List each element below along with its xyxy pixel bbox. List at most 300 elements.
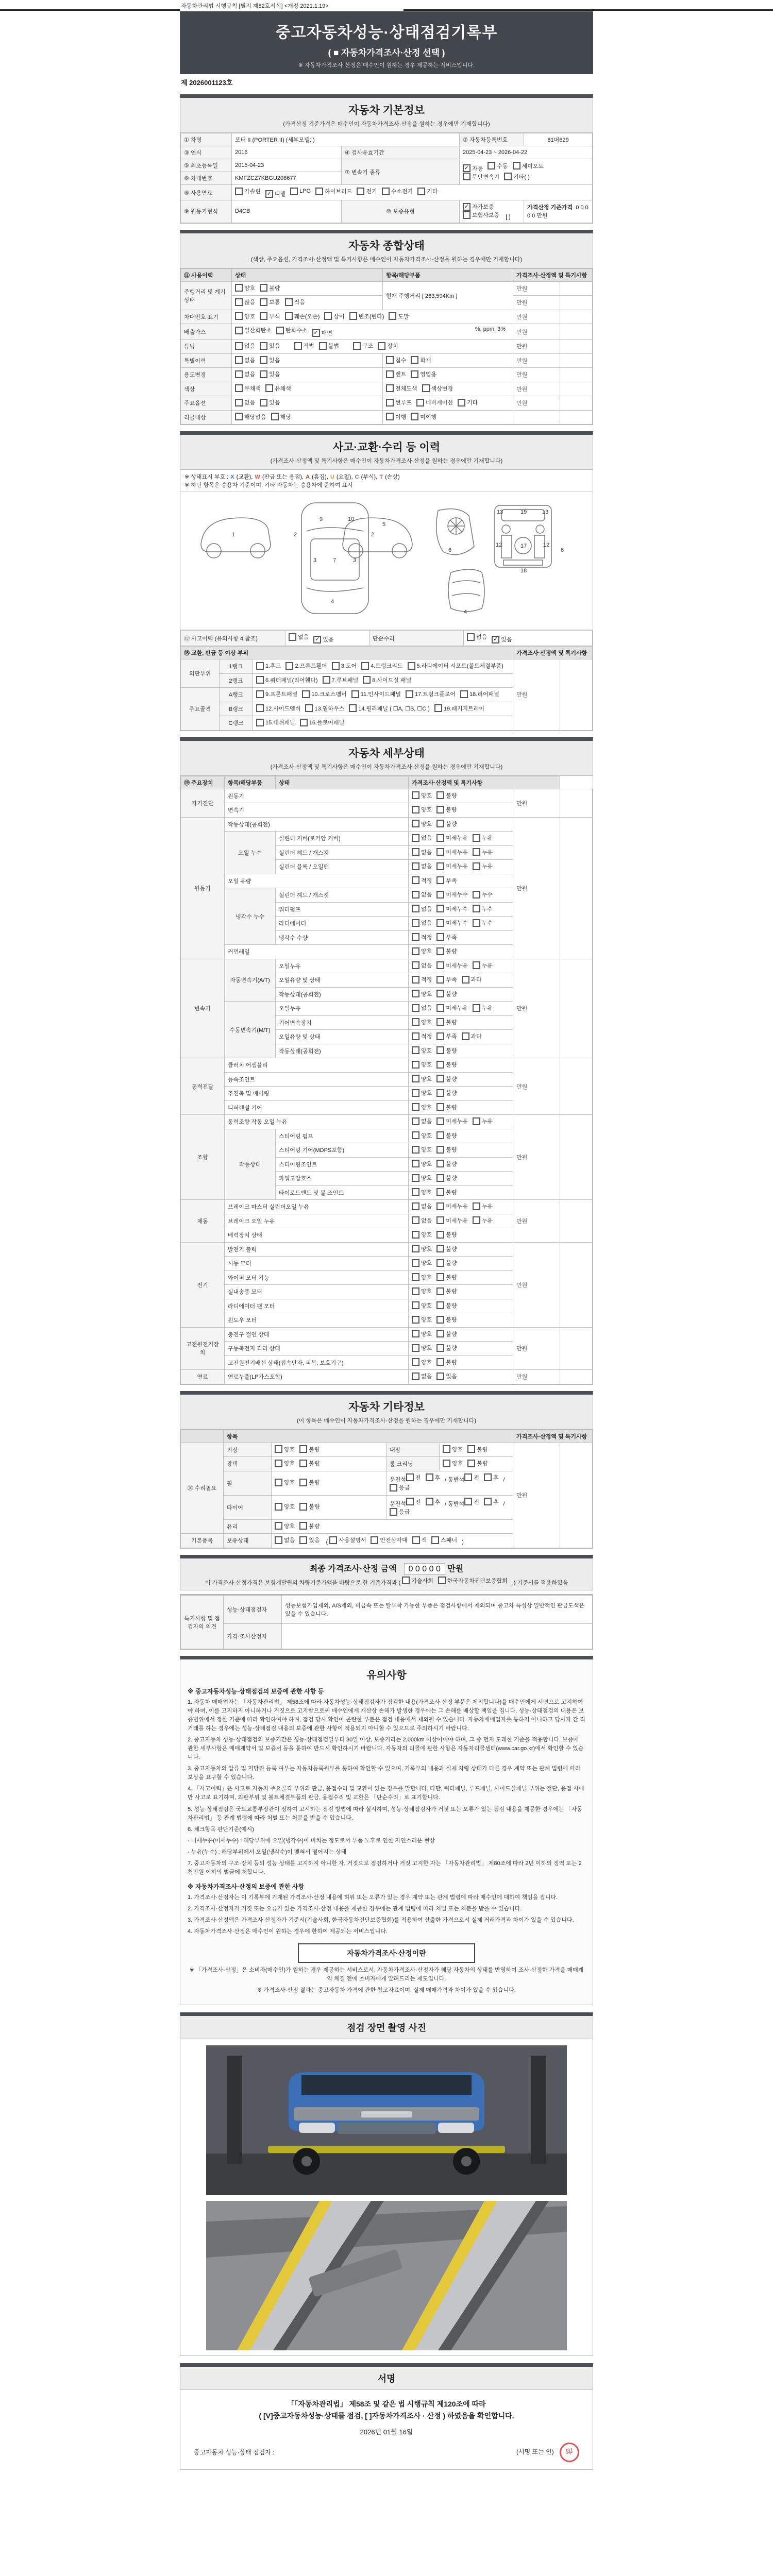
checkbox-label: 기타( ) <box>513 174 530 180</box>
checkbox[interactable] <box>412 1145 432 1154</box>
checkbox[interactable] <box>412 1344 432 1352</box>
checkbox[interactable] <box>260 284 280 292</box>
parts-price: 만원 <box>513 659 560 731</box>
checkbox[interactable] <box>363 676 411 684</box>
checkbox[interactable] <box>382 187 413 195</box>
checkbox[interactable] <box>299 1536 320 1544</box>
checkbox[interactable] <box>299 1445 320 1453</box>
checkbox[interactable] <box>412 1216 432 1225</box>
detail-state-cell <box>409 1370 513 1384</box>
checkbox[interactable] <box>260 370 280 378</box>
checkbox[interactable] <box>406 690 456 698</box>
checkbox-label: 16.플로어패널 <box>309 720 345 726</box>
checkbox[interactable] <box>235 187 261 195</box>
checkbox[interactable] <box>408 662 503 670</box>
checkbox[interactable] <box>412 990 432 998</box>
checkbox-label: 불량 <box>446 807 457 813</box>
detail-state-cell <box>409 902 513 917</box>
checkbox[interactable] <box>464 1498 479 1506</box>
checkbox[interactable] <box>412 820 432 828</box>
checkbox-label: 적음 <box>294 299 305 306</box>
checkbox[interactable] <box>458 398 478 406</box>
checkbox[interactable] <box>412 805 432 814</box>
checkbox[interactable] <box>436 1188 457 1196</box>
checkbox-label: 양호 <box>421 1331 432 1337</box>
checkbox[interactable] <box>276 326 308 334</box>
checkbox[interactable] <box>443 1459 463 1467</box>
checkbox[interactable] <box>412 1287 432 1295</box>
checkbox[interactable] <box>275 1522 295 1530</box>
checkbox[interactable] <box>436 947 457 955</box>
checkbox-label: 전 <box>415 1475 421 1481</box>
checkbox[interactable] <box>351 690 401 698</box>
checkbox-label: 과다 <box>470 977 482 983</box>
detail-item-label: 워터펌프 <box>276 902 409 917</box>
checkbox[interactable] <box>436 1301 457 1310</box>
checkbox-label: 불량 <box>477 1446 488 1453</box>
checkbox-label: 사용설명서 <box>339 1537 366 1544</box>
checkbox[interactable] <box>443 1445 463 1453</box>
detail-item-label: 발전기 출력 <box>225 1242 409 1257</box>
detail-subgroup-label: 냉각수 누수 <box>225 888 276 945</box>
checkbox[interactable] <box>412 1202 432 1210</box>
checkbox[interactable] <box>473 890 493 899</box>
checkbox[interactable]: ✓ 있음 <box>492 635 512 643</box>
checkbox[interactable] <box>412 1117 432 1125</box>
checkbox[interactable] <box>473 1216 493 1225</box>
checkbox[interactable] <box>412 834 432 842</box>
checkbox[interactable] <box>256 676 318 684</box>
checkbox[interactable] <box>329 1536 366 1544</box>
checkbox[interactable] <box>436 1103 457 1111</box>
checkbox[interactable] <box>265 384 291 393</box>
checkbox[interactable] <box>467 1459 488 1467</box>
detail-item-label: 작동상태(공회전) <box>276 987 409 1002</box>
checkbox[interactable] <box>412 1046 432 1055</box>
checkbox[interactable]: ✓ 자가보증 <box>463 202 494 211</box>
checkbox[interactable] <box>390 1507 410 1516</box>
checkbox[interactable] <box>436 834 468 842</box>
checkbox[interactable] <box>436 961 468 970</box>
checkbox[interactable] <box>473 862 493 870</box>
checkbox[interactable] <box>436 1046 457 1055</box>
checkbox[interactable] <box>412 933 432 941</box>
checkbox-label: 색상변경 <box>431 385 453 392</box>
checkbox-label: 양호 <box>421 807 432 813</box>
checkbox[interactable] <box>431 1536 457 1544</box>
checkbox[interactable] <box>436 1032 457 1040</box>
checkbox[interactable] <box>412 1372 432 1380</box>
checkbox[interactable] <box>436 1117 468 1125</box>
checkbox-label: 양호 <box>421 1147 432 1153</box>
checkbox[interactable] <box>260 312 280 320</box>
polish-label: 광택 <box>224 1457 272 1471</box>
checkbox[interactable] <box>438 1577 508 1585</box>
checkbox[interactable] <box>412 876 432 885</box>
opinion-table <box>180 1595 593 1649</box>
checkbox[interactable] <box>260 356 280 364</box>
checkbox[interactable] <box>411 413 436 421</box>
svg-text:12: 12 <box>543 542 550 548</box>
checkbox[interactable] <box>463 211 499 219</box>
section-detail-state <box>180 737 593 1385</box>
warranty-label: ⑩ 보증유형 <box>342 200 460 223</box>
checkbox[interactable] <box>302 690 346 698</box>
checkbox[interactable] <box>412 1004 432 1012</box>
checkbox[interactable] <box>315 187 352 195</box>
checkbox[interactable] <box>473 848 493 856</box>
checkbox[interactable] <box>256 662 281 670</box>
checkbox[interactable] <box>353 342 373 350</box>
checkbox[interactable] <box>426 1473 441 1482</box>
checkbox[interactable] <box>436 791 457 800</box>
checkbox[interactable] <box>436 1230 457 1239</box>
checkbox[interactable]: ✓ 있음 <box>313 635 333 643</box>
checkbox[interactable] <box>436 1315 457 1324</box>
checkbox[interactable] <box>422 384 453 393</box>
checkbox[interactable] <box>436 1202 468 1210</box>
checkbox[interactable] <box>324 312 344 320</box>
checkbox[interactable] <box>235 298 255 306</box>
checkbox[interactable] <box>386 398 412 406</box>
checkbox[interactable] <box>371 1536 407 1544</box>
checkbox[interactable]: ✓ 매연 <box>312 329 332 337</box>
checkbox[interactable] <box>412 1245 432 1253</box>
checkbox[interactable] <box>323 676 359 684</box>
svg-text:18: 18 <box>520 568 527 574</box>
overall-row-label: 특별이력 <box>181 353 232 368</box>
checkbox[interactable] <box>473 919 493 927</box>
checkbox[interactable] <box>406 1498 421 1506</box>
checkbox[interactable] <box>467 1445 488 1453</box>
checkbox-label: 불량 <box>446 1331 457 1337</box>
checkbox[interactable] <box>386 356 406 364</box>
checkbox[interactable] <box>484 1473 499 1482</box>
detail-item-label: 오일누유 <box>276 1002 409 1016</box>
checkbox-label: 없음 <box>284 1537 295 1544</box>
checkbox[interactable] <box>417 187 438 195</box>
checkbox[interactable] <box>412 791 432 800</box>
checkbox[interactable] <box>378 342 398 350</box>
checkbox[interactable] <box>412 1160 432 1168</box>
checkbox[interactable] <box>416 398 453 406</box>
checkbox[interactable] <box>411 370 436 378</box>
checkbox[interactable] <box>473 1004 493 1012</box>
checkbox[interactable] <box>436 890 468 899</box>
checkbox[interactable] <box>436 933 457 941</box>
checkbox[interactable] <box>412 1018 432 1026</box>
inspection-photo-2 <box>206 2201 567 2350</box>
checkbox[interactable] <box>412 1103 432 1111</box>
room-label: 룸 크리닝 <box>386 1457 440 1471</box>
checkbox[interactable] <box>436 990 457 998</box>
checkbox[interactable] <box>460 690 499 698</box>
checkbox[interactable] <box>275 1445 295 1453</box>
svg-text:1: 1 <box>232 532 236 538</box>
overall-header: ⑪ 사용이력 <box>181 268 232 281</box>
checkbox[interactable] <box>319 342 339 350</box>
checkbox[interactable] <box>436 1245 457 1253</box>
parts-group-label: 주요골격 <box>181 688 220 731</box>
checkbox[interactable] <box>436 1004 468 1012</box>
checkbox[interactable] <box>411 356 431 364</box>
notice-item: 4. 「사고이력」은 사고로 자동차 주요골격 부위의 판금, 용접수리 및 교환이 있는 경우를 말합니다. 다만, 쿼터패널, 루프패널, 사이드실패널 부위는 절단, 용접 시에만 사고로 표기하며, 외판부위 및 볼트체결부품의 판금, 용접수리 및 교환은 「단순수리」로 표기합니다. <box>188 1786 584 1801</box>
checkbox[interactable] <box>235 312 255 320</box>
checkbox[interactable] <box>412 1089 432 1097</box>
checkbox[interactable] <box>473 905 493 913</box>
checkbox-label: 불량 <box>446 1359 457 1366</box>
detail-spec-cell <box>560 1115 593 1200</box>
final-price-note-post: ) 기준서를 적용하였음 <box>513 1580 568 1586</box>
checkbox[interactable] <box>412 961 432 970</box>
detail-item-label: 등속조인트 <box>225 1072 409 1087</box>
checkbox[interactable] <box>260 298 280 306</box>
checkbox-label: 17.트렁크플로어 <box>414 691 456 698</box>
checkbox[interactable] <box>285 662 327 670</box>
overall-item-cell <box>383 410 513 425</box>
checkbox[interactable] <box>473 1202 493 1210</box>
detail-price-cell: 만원 <box>513 1115 560 1200</box>
checkbox[interactable] <box>271 413 291 421</box>
checkbox[interactable] <box>289 633 309 641</box>
checkbox[interactable] <box>332 662 357 670</box>
detail-item-label: 구동축전지 격리 상태 <box>225 1342 409 1356</box>
overall-row-label: 차대번호 표기 <box>181 310 232 324</box>
checkbox-label: 무채색 <box>244 385 261 392</box>
checkbox[interactable] <box>412 1060 432 1069</box>
checkbox[interactable] <box>390 1483 410 1492</box>
fuel-label: ⑧ 사용연료 <box>181 185 232 200</box>
checkbox[interactable] <box>436 1131 457 1140</box>
etc-header-group <box>181 1430 224 1443</box>
checkbox[interactable] <box>436 1259 457 1267</box>
detail-item-label: 냉각수 수량 <box>276 930 409 945</box>
notice-sub1: ※ 중고자동차성능·상태점검의 보증에 관한 사항 등 <box>188 1688 324 1695</box>
checkbox[interactable] <box>436 876 457 885</box>
inspector-label: 성능·상태점검자 <box>224 1596 282 1624</box>
checkbox-label: 응급 <box>399 1509 410 1515</box>
checkbox-label: 상이 <box>333 313 345 320</box>
status-code-legend <box>180 470 593 492</box>
checkbox[interactable] <box>386 413 406 421</box>
checkbox[interactable] <box>300 718 344 726</box>
checkbox[interactable] <box>412 1259 432 1267</box>
checkbox[interactable] <box>412 905 432 913</box>
checkbox[interactable] <box>436 1330 457 1338</box>
detail-item-label: 실린더 헤드 / 개스킷 <box>276 845 409 860</box>
checkbox[interactable] <box>436 1372 457 1380</box>
checkbox[interactable] <box>412 1358 432 1366</box>
section-notice <box>180 1656 593 2005</box>
checkbox[interactable] <box>436 905 468 913</box>
checkbox-label: 적정 <box>421 934 432 941</box>
checkbox-label: 기타 <box>427 189 438 195</box>
checkbox[interactable] <box>467 633 487 641</box>
checkbox[interactable] <box>386 384 417 393</box>
checkbox[interactable] <box>412 919 432 927</box>
sign-date: 2026년 01월 16일 <box>360 2428 413 2436</box>
checkbox[interactable] <box>235 413 266 421</box>
checkbox[interactable] <box>406 1473 421 1482</box>
checkbox[interactable] <box>412 1032 432 1040</box>
checkbox[interactable] <box>361 662 402 670</box>
checkbox[interactable] <box>436 1344 457 1352</box>
wheel-position-options: 운전석 전 후 / 동반석 전 후 / 응급 <box>386 1471 513 1495</box>
checkbox[interactable] <box>235 384 261 393</box>
checkbox[interactable] <box>235 398 255 406</box>
checkbox[interactable] <box>412 1188 432 1196</box>
checkbox[interactable] <box>299 1502 320 1511</box>
checkbox[interactable] <box>436 975 457 984</box>
checkbox[interactable] <box>436 1145 457 1154</box>
checkbox[interactable] <box>412 1174 432 1182</box>
checkbox[interactable] <box>260 398 280 406</box>
detail-group-label: 변속기 <box>181 959 225 1058</box>
checkbox[interactable] <box>305 704 344 713</box>
checkbox[interactable] <box>436 1089 457 1097</box>
checkbox-label: 부식 <box>269 313 280 320</box>
checkbox[interactable] <box>436 805 457 814</box>
checkbox[interactable] <box>275 1478 295 1486</box>
checkbox[interactable] <box>260 342 280 350</box>
checkbox-label: 없음 <box>421 1217 432 1224</box>
checkbox[interactable] <box>488 162 508 170</box>
checkbox[interactable] <box>436 1358 457 1366</box>
status-code: T <box>379 474 383 480</box>
checkbox[interactable] <box>412 975 432 984</box>
wheel-label: 휠 <box>224 1471 272 1495</box>
ext-options <box>272 1443 386 1457</box>
checkbox[interactable] <box>462 975 482 984</box>
checkbox[interactable] <box>473 834 493 842</box>
checkbox[interactable] <box>275 1536 295 1544</box>
checkbox[interactable] <box>235 342 255 350</box>
detail-item-label: 와이퍼 모터 기능 <box>225 1270 409 1285</box>
detail-subgroup-label: 작동상태 <box>225 1129 276 1200</box>
checkbox[interactable] <box>436 1216 468 1225</box>
checkbox[interactable] <box>412 1230 432 1239</box>
checkbox[interactable] <box>436 1060 457 1069</box>
svg-text:3: 3 <box>353 557 357 564</box>
detail-state-cell <box>409 1087 513 1101</box>
checkbox[interactable] <box>463 173 499 181</box>
checkbox[interactable] <box>275 1502 295 1511</box>
checkbox[interactable] <box>412 862 432 870</box>
checkbox[interactable] <box>235 326 272 334</box>
svg-text:2: 2 <box>371 532 375 538</box>
checkbox-label: 없음 <box>421 1374 432 1380</box>
checkbox[interactable] <box>285 312 320 320</box>
detail-item-label: 파워고압호스 <box>276 1172 409 1186</box>
checkbox[interactable] <box>504 173 530 181</box>
checkbox[interactable] <box>402 1577 433 1585</box>
checkbox[interactable] <box>412 1330 432 1338</box>
checkbox[interactable] <box>349 704 430 713</box>
checkbox[interactable] <box>436 1273 457 1281</box>
checkbox[interactable] <box>412 1273 432 1281</box>
status-code: X <box>230 474 234 480</box>
checkbox-label: 미세누유 <box>446 1118 468 1125</box>
checkbox[interactable] <box>436 1160 457 1168</box>
parts-rank-label: A랭크 <box>220 688 253 702</box>
detail-item-label: 라디에이터 팬 모터 <box>225 1299 409 1313</box>
checkbox[interactable] <box>434 704 484 713</box>
checkbox[interactable] <box>294 342 314 350</box>
checkbox[interactable] <box>513 162 544 170</box>
checkbox-label: 양호 <box>421 792 432 799</box>
checkbox[interactable] <box>412 1075 432 1083</box>
checkbox-label: 불량 <box>446 821 457 827</box>
engine-value: D4CB <box>232 200 342 223</box>
checkbox[interactable] <box>436 862 468 870</box>
fuel-options <box>232 185 593 200</box>
checkbox[interactable] <box>299 1459 320 1467</box>
checkbox[interactable] <box>285 298 305 306</box>
checkbox[interactable] <box>412 947 432 955</box>
detail-item-label: 시동 모터 <box>225 1257 409 1271</box>
checkbox-label: 미세누수 <box>446 892 468 898</box>
parts-rank-label: 2랭크 <box>220 673 253 688</box>
checkbox[interactable] <box>464 1473 479 1482</box>
checkbox[interactable] <box>389 312 409 320</box>
section-signature <box>180 2363 593 2470</box>
checkbox[interactable] <box>436 1174 457 1182</box>
checkbox[interactable] <box>484 1498 499 1506</box>
checkbox[interactable] <box>436 848 468 856</box>
checkbox-label: 있음 <box>269 357 280 364</box>
checkbox[interactable] <box>473 1117 493 1125</box>
checkbox[interactable] <box>462 1032 482 1040</box>
checkbox[interactable] <box>386 370 406 378</box>
checkbox[interactable] <box>256 718 295 726</box>
detail-state-cell <box>409 789 513 803</box>
checkbox[interactable] <box>349 312 384 320</box>
checkbox-label: 불량 <box>446 1019 457 1026</box>
checkbox[interactable]: ✓ 자동 <box>463 164 483 173</box>
checkbox[interactable] <box>275 1459 295 1467</box>
checkbox[interactable] <box>290 188 311 195</box>
notice-item: 7. 중고자동차의 구조·장치 등의 성능·상태를 고지하지 아니한 자, 거짓으로 점검하거나 거짓 고지한 자는 「자동차관리법」 제80조에 따라 2년 이하의 징역 또는 2천만원 이하의 벌금에 처합니다. <box>188 1860 582 1875</box>
checkbox[interactable] <box>436 1018 457 1026</box>
checkbox[interactable] <box>412 890 432 899</box>
overall-subtitle: (색상, 주요옵션, 가격조사·산정액 및 특기사항은 매수인이 자동차가격조사·산정을 원하는 경우에만 기재합니다) <box>250 256 523 263</box>
notice-item: 1. 자동차 매매업자는 「자동차관리법」 제58조에 따라 자동차성능·상태점검자가 점검한 내용(가격조사·산정 부분은 제외합니다)을 매수인에게 서면으로 고지하여야 하며, 이를 고지하지 아니하거나 거짓으로 고지함으로써 매수인에게 재산상 손해가 발생한 경우에는 그 손해를 배상할 책임을 집니다. 성능·상태점검의 내용은 보증범위에서 정한 기준에 따라 확인하여야 하며, 점검 당시 확인이 곤란한 부분은 점검 내용에서 제외될 수 있습니다. 자동차매매업자를 통하지 아니하고 당사자 간 직거래를 하는 경우에는 성능·상태점검 내용의 보증에 관한 사항이 적용되지 아니할 수 있으므로 주의하시기 바랍니다. <box>188 1699 585 1732</box>
checkbox[interactable] <box>235 284 255 292</box>
checkbox[interactable] <box>412 1315 432 1324</box>
checkbox[interactable] <box>412 1536 427 1544</box>
checkbox[interactable] <box>412 848 432 856</box>
checkbox[interactable] <box>299 1522 320 1530</box>
checkbox[interactable] <box>357 187 377 195</box>
checkbox[interactable] <box>436 1287 457 1295</box>
checkbox[interactable] <box>436 820 457 828</box>
checkbox[interactable] <box>256 690 297 698</box>
checkbox[interactable] <box>426 1498 441 1506</box>
checkbox-label: 양호 <box>421 1090 432 1096</box>
checkbox[interactable] <box>412 1301 432 1310</box>
checkbox[interactable] <box>473 961 493 970</box>
checkbox[interactable]: ✓ 디젤 <box>265 190 285 198</box>
checkbox[interactable] <box>412 1131 432 1140</box>
checkbox[interactable] <box>436 919 468 927</box>
checkbox[interactable] <box>436 1075 457 1083</box>
checkbox[interactable] <box>235 370 255 378</box>
detail-item-label: 동력조향 작동 오일 누유 <box>225 1115 409 1129</box>
checkbox[interactable] <box>299 1478 320 1486</box>
checkbox[interactable] <box>256 704 300 713</box>
overall-state-cell <box>232 281 383 296</box>
checkbox[interactable] <box>235 356 255 364</box>
